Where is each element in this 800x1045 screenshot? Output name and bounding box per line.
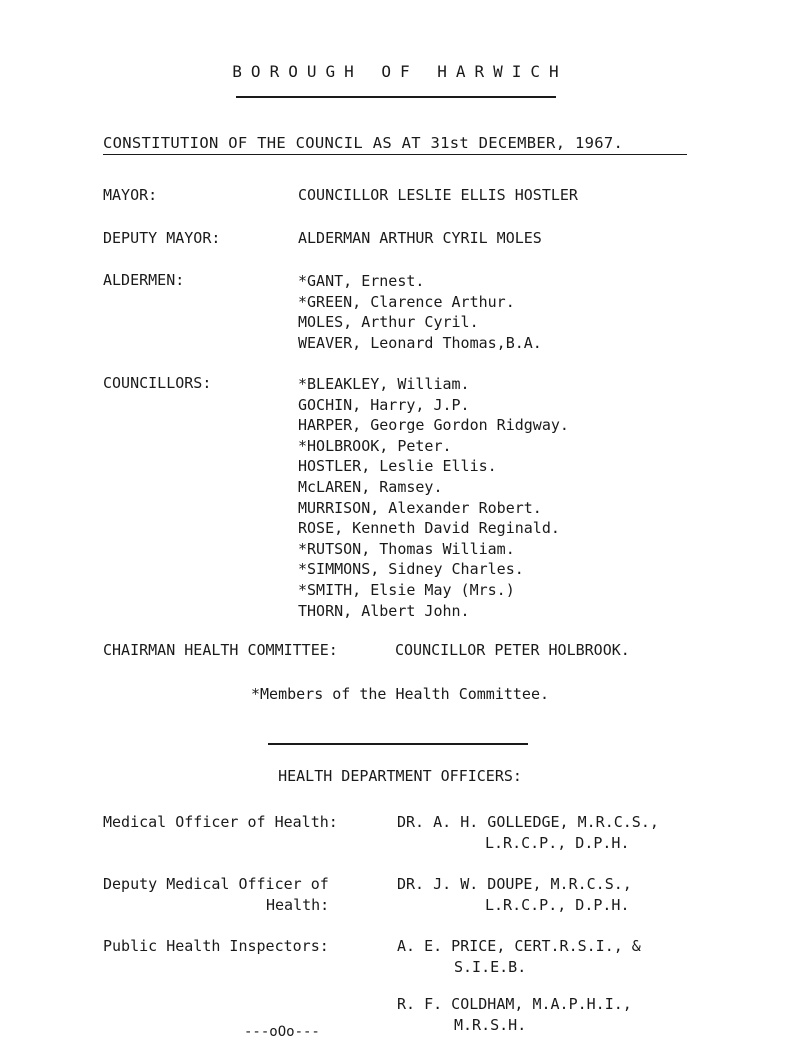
list-item: *SIMMONS, Sidney Charles. xyxy=(298,560,524,579)
section-divider xyxy=(268,743,528,745)
officer-name: R. F. COLDHAM, M.A.P.H.I., xyxy=(397,995,632,1013)
officer-title: Deputy Medical Officer of xyxy=(103,875,329,893)
officer-qualifications: L.R.C.P., D.P.H. xyxy=(485,834,630,852)
list-item: *BLEAKLEY, William. xyxy=(298,375,470,393)
councillors-label: COUNCILLORS: xyxy=(103,374,212,392)
title-underline xyxy=(236,96,556,98)
officer-name: A. E. PRICE, CERT.R.S.I., & xyxy=(397,937,641,955)
mayor-label: MAYOR: xyxy=(103,186,158,204)
aldermen-list xyxy=(298,271,542,353)
end-mark: ---oOo--- xyxy=(244,1024,320,1040)
list-item: *RUTSON, Thomas William. xyxy=(298,539,515,558)
list-item: HOSTLER, Leslie Ellis. xyxy=(298,457,497,476)
councillors-list xyxy=(298,374,569,621)
chairman-name: COUNCILLOR PETER HOLBROOK. xyxy=(395,641,630,659)
list-item: *SMITH, Elsie May (Mrs.) xyxy=(298,580,515,599)
document-title: BOROUGH OF HARWICH xyxy=(232,62,568,81)
officer-qualifications: L.R.C.P., D.P.H. xyxy=(485,896,630,914)
aldermen-label: ALDERMEN: xyxy=(103,271,185,289)
list-item: MOLES, Arthur Cyril. xyxy=(298,313,479,332)
officer-name: DR. A. H. GOLLEDGE, M.R.C.S., xyxy=(397,813,659,831)
officers-heading: HEALTH DEPARTMENT OFFICERS: xyxy=(278,767,522,785)
list-item: GOCHIN, Harry, J.P. xyxy=(298,395,470,414)
officer-title: Health: xyxy=(266,896,330,914)
officer-name: DR. J. W. DOUPE, M.R.C.S., xyxy=(397,875,632,893)
officer-title: Medical Officer of Health: xyxy=(103,813,338,831)
officer-qualifications: S.I.E.B. xyxy=(454,958,527,976)
list-item: HARPER, George Gordon Ridgway. xyxy=(298,416,569,435)
deputy-mayor-name: ALDERMAN ARTHUR CYRIL MOLES xyxy=(298,229,542,247)
list-item: THORN, Albert John. xyxy=(298,601,470,620)
constitution-heading: CONSTITUTION OF THE COUNCIL AS AT 31st DECEMBER, 1967. xyxy=(103,134,624,152)
chairman-label: CHAIRMAN HEALTH COMMITTEE: xyxy=(103,641,338,659)
list-item: *GREEN, Clarence Arthur. xyxy=(298,292,515,311)
list-item: *HOLBROOK, Peter. xyxy=(298,436,452,455)
list-item: MURRISON, Alexander Robert. xyxy=(298,498,542,517)
officer-title: Public Health Inspectors: xyxy=(103,937,329,955)
deputy-mayor-label: DEPUTY MAYOR: xyxy=(103,229,221,247)
footnote: *Members of the Health Committee. xyxy=(250,685,549,703)
list-item: ROSE, Kenneth David Reginald. xyxy=(298,519,560,538)
mayor-name: COUNCILLOR LESLIE ELLIS HOSTLER xyxy=(298,186,578,204)
officer-qualifications: M.R.S.H. xyxy=(454,1016,527,1034)
list-item: WEAVER, Leonard Thomas,B.A. xyxy=(298,333,542,352)
list-item: *GANT, Ernest. xyxy=(298,272,425,290)
constitution-underline xyxy=(103,154,687,155)
list-item: McLAREN, Ramsey. xyxy=(298,477,443,496)
